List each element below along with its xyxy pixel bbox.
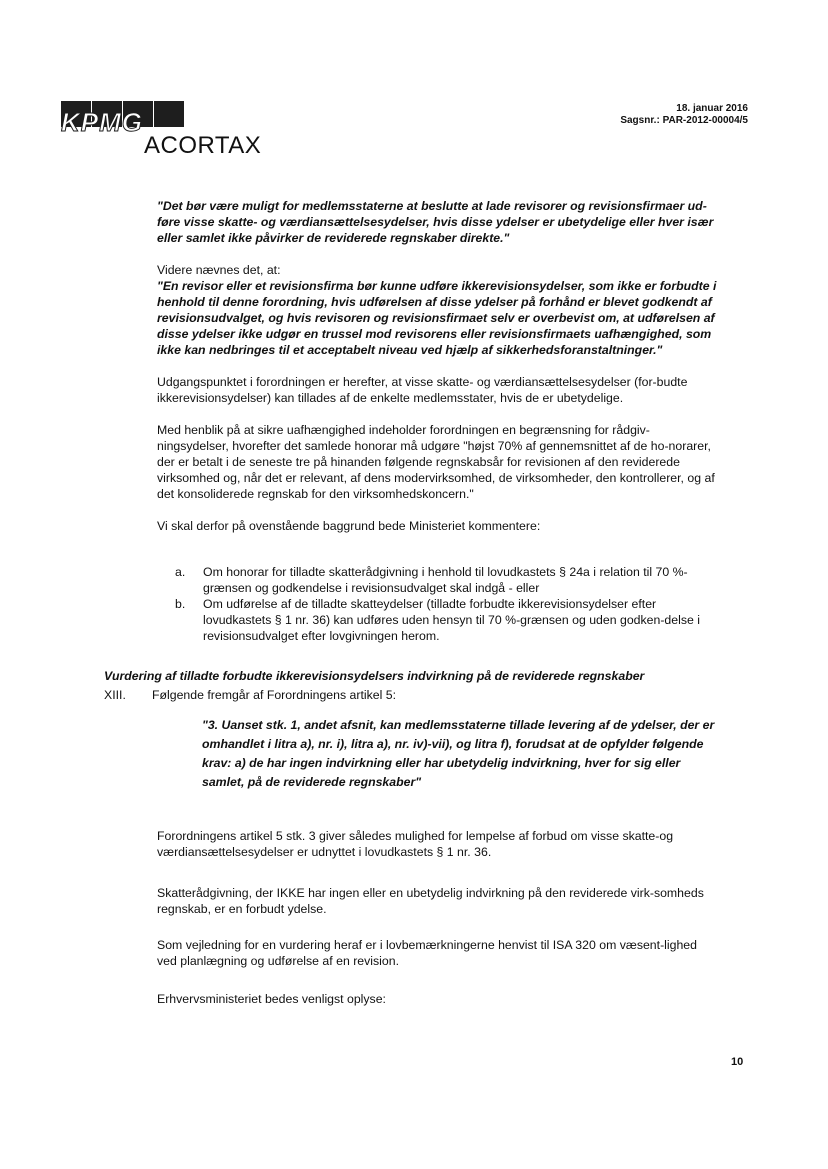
paragraph-6: Som vejledning for en vurdering heraf er i lovbemærkningerne henvist til ISA 320 om væsent-lighed ved planlægning og udførelse af en revision. xyxy=(157,938,697,968)
body-top xyxy=(157,198,717,534)
list-marker: a. xyxy=(175,565,186,579)
paragraph-1: Udgangspunktet i forordningen er herefter, at visse skatte- og værdiansættelsesydelser (for-budte ikkerevisionsydelser) kan tillades af de enkelte medlemsstater, hvis de er ubetydelige. xyxy=(157,375,688,405)
quote-1: "Det bør være muligt for medlemsstaterne at beslutte at lade revisorer og revisionsfirmaer ud-føre visse skatte- og værdiansættelsesydelser, hvis disse ydelser er ubetydelige eller hver især eller samlet ikke påvirker de reviderede regnskaber direkte." xyxy=(157,199,714,245)
page-number: 10 xyxy=(731,1056,744,1068)
list-item xyxy=(175,596,720,644)
paragraph-2: Med henblik på at sikre uafhængighed indeholder forordningen en begrænsning for rådgiv-ningsydelser, hvorefter det samlede honorar må udgøre "højst 70% af gennemsnittet af de ho-norarer, der er betalt i de seneste tre på hinanden følgende regnskabsår for revisionen af den reviderede virksomhed og, når det er relevant, af dens modervirksomhed, de virksomheder, den kontrollerer, og af det konsoliderede regnskab for den virksomhedskoncern." xyxy=(157,423,715,501)
case-number: PAR-2012-00004/5 xyxy=(662,115,748,126)
intro-2: Videre nævnes det, at: xyxy=(157,263,281,277)
quote-2: "En revisor eller et revisionsfirma bør kunne udføre ikkerevisionsydelser, som ikke er forbudte i henhold til denne forordning, hvis udførelsen af disse ydelser på forhånd er blevet godkendt af revisionsudvalget, og hvis revisoren og revisionsfirmaet selv er overbevist om, at udførelsen af disse ydelser ikke udgør en trussel mod revisorens eller revisionsfirmaets uafhængighed, som ikke kan nedbringes til et acceptabelt niveau ved hjælp af sikkerhedsforanstaltninger." xyxy=(157,279,717,357)
section-line xyxy=(104,687,396,703)
section-number: XIII. xyxy=(104,688,126,702)
paragraph-4: Forordningens artikel 5 stk. 3 giver således mulighed for lempelse af forbud om visse skatte-og værdiansættelsesydelser er udnyttet i lovudkastets § 1 nr. 36. xyxy=(157,829,674,859)
article-citation: "3. Uanset stk. 1, andet afsnit, kan medlemsstaterne tillade levering af de ydelser, der er omhandlet i litra a), nr. i), litra a), nr. iv)-vii), og litra f), forudsat at de opfylder følgende krav: a) de har ingen indvirkning eller har ubetydelig indvirkning, hver for sig eller samlet, på de reviderede regnskaber" xyxy=(202,718,715,789)
kpmg-logo-text: KPMG xyxy=(61,107,143,137)
case-line xyxy=(620,115,748,127)
list-text: Om honorar for tilladte skatterådgivning i henhold til lovudkastets § 24a i relation til 70 %-grænsen og godkendelse i revisionsudvalget skal indgå - eller xyxy=(203,565,688,595)
acortax-brand: ACORTAX xyxy=(144,132,262,159)
question-list xyxy=(175,564,720,644)
case-label: Sagsnr.: xyxy=(620,115,660,126)
letter-date: 18. januar 2016 xyxy=(676,103,748,114)
paragraph-7: Erhvervsministeriet bedes venligst oplyse: xyxy=(157,992,386,1006)
paragraph-3: Vi skal derfor på ovenstående baggrund bede Ministeriet kommentere: xyxy=(157,519,541,533)
list-item xyxy=(175,564,720,596)
paragraph-5: Skatterådgivning, der IKKE har ingen eller en ubetydelig indvirkning på den reviderede virk-somheds regnskab, er en forbudt ydelse. xyxy=(157,886,704,916)
letter-meta xyxy=(620,103,748,127)
list-text: Om udførelse af de tilladte skatteydelser (tilladte forbudte ikkerevisionsydelser efter lovudkastets § 1 nr. 36) kan udføres uden hensyn til 70 %-grænsen og uden godken-delse i revisionsudvalget efter lovgivningen herom. xyxy=(203,597,700,643)
section-heading: Vurdering af tilladte forbudte ikkerevisionsydelsers indvirkning på de reviderede regnskaber xyxy=(104,669,645,683)
list-marker: b. xyxy=(175,597,186,611)
section-text: Følgende fremgår af Forordningens artikel 5: xyxy=(152,688,397,702)
